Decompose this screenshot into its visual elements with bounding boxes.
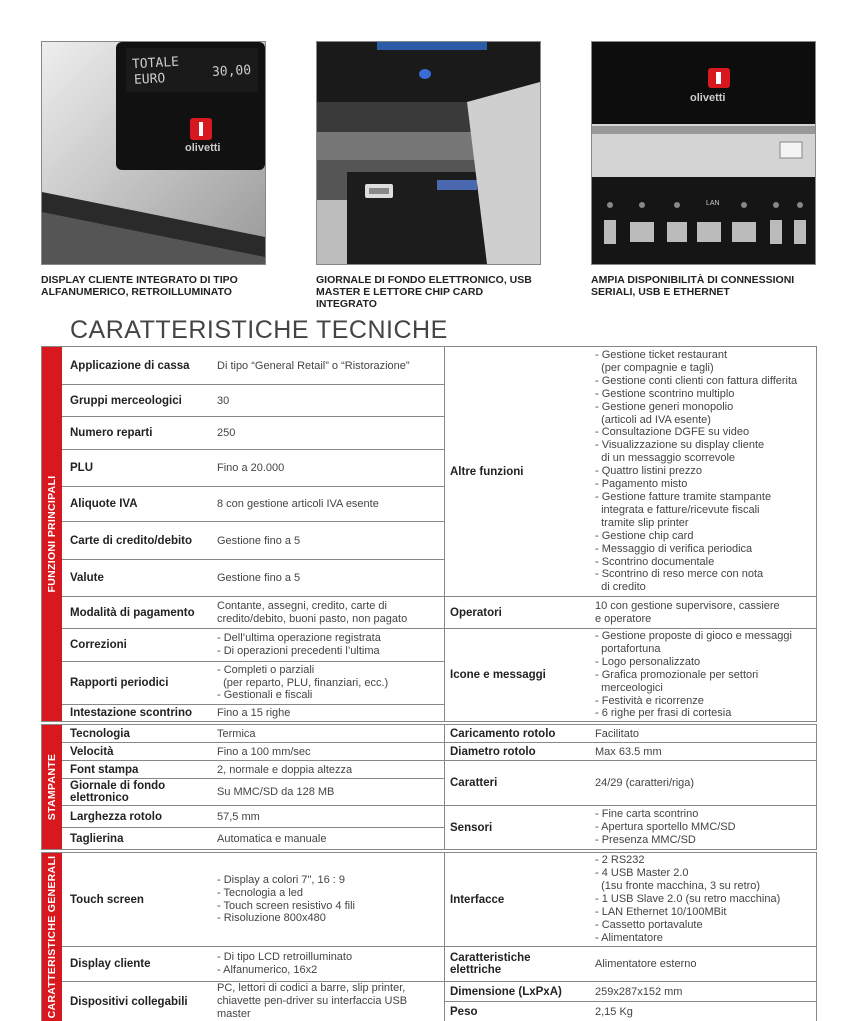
spec-label: Correzioni xyxy=(70,639,127,651)
section-label-bar xyxy=(42,347,62,721)
spec-label: Dimensione (LxPxA) xyxy=(450,985,562,998)
spec-row xyxy=(62,597,444,629)
spec-row xyxy=(62,725,444,743)
spec-row xyxy=(62,761,444,779)
caption-electronic-journal: GIORNALE DI FONDO ELETTRONICO, USB MASTER E LETTORE CHIP CARD INTEGRATO xyxy=(316,274,532,310)
spec-row xyxy=(62,743,444,761)
spec-value: - Gestione ticket restaurant (per compagnie e tagli) - Gestione conti clienti con fattura differita - Gestione scontrino multiplo - Gestione generi monopolio (articoli ad IVA esente) - Consultazione DGFE su video - Visualizzazione su display cliente di un messaggio scorrevole - Quattro listini prezzo - Pagamento misto - Gestione fatture tramite stampante integrata e fatture/ricevute fiscali tramite slip printer - Gestione chip card - Messaggio di verifica periodica - Scontrino documentale - Scontrino di reso merce con nota di credito xyxy=(595,349,798,594)
spec-row xyxy=(62,417,444,450)
spec-label: Modalità di pagamento xyxy=(70,606,195,619)
spec-value: Gestione fino a 5 xyxy=(217,534,301,547)
caption-connections: AMPIA DISPONIBILITÀ DI CONNESSIONI SERIALI, USB E ETHERNET xyxy=(591,274,795,298)
spec-label: Applicazione di cassa xyxy=(70,359,190,372)
spec-label: Icone e messaggi xyxy=(450,669,546,681)
spec-value: - Dell’ultima operazione registrata - Di operazioni precedenti l’ultima xyxy=(217,632,381,657)
section-label: CARATTERISTICHE GENERALI xyxy=(46,855,58,1019)
spec-row xyxy=(444,629,816,721)
spec-row xyxy=(62,853,444,947)
spec-value: Gestione fino a 5 xyxy=(217,572,301,584)
page-title: CARATTERISTICHE TECNICHE xyxy=(70,316,448,344)
spec-label: Tecnologia xyxy=(70,727,130,740)
spec-label: Velocità xyxy=(70,745,114,758)
journal-usb-illustration xyxy=(317,42,540,264)
photo-customer-display xyxy=(41,41,266,265)
spec-value: - Di tipo LCD retroilluminato - Alfanumerico, 16x2 xyxy=(217,951,353,976)
spec-row xyxy=(444,853,816,947)
spec-label: Giornale di fondo elettronico xyxy=(70,780,166,804)
connectors-illustration xyxy=(592,42,815,264)
spec-label: Sensori xyxy=(450,821,493,834)
photo-connections xyxy=(591,41,816,265)
spec-label: Gruppi merceologici xyxy=(70,394,182,407)
spec-value: Su MMC/SD da 128 MB xyxy=(217,786,335,798)
display-amount: 30,00 xyxy=(211,62,252,81)
spec-label: Display cliente xyxy=(70,958,151,970)
brand-logo-2: olivetti xyxy=(690,92,726,104)
spec-value: Contante, assegni, credito, carte di credito/debito, buoni pasto, non pagato xyxy=(217,599,408,625)
spec-value: - Fine carta scontrino - Apertura sportello MMC/SD - Presenza MMC/SD xyxy=(595,808,736,846)
spec-label: Touch screen xyxy=(70,893,144,906)
spec-value: Di tipo “General Retail” o “Ristorazione” xyxy=(217,359,410,372)
spec-row xyxy=(62,487,444,522)
spec-row xyxy=(62,705,444,721)
section-label: STAMPANTE xyxy=(46,753,58,821)
spec-label: Aliquote IVA xyxy=(70,498,138,510)
spec-label: Intestazione scontrino xyxy=(70,707,193,719)
spec-row xyxy=(62,828,444,849)
section-caratteristiche-generali xyxy=(41,852,817,1021)
caption-customer-display: DISPLAY CLIENTE INTEGRATO DI TIPO ALFANUMERICO, RETROILLUMINATO xyxy=(41,274,238,298)
spec-label: Carte di credito/debito xyxy=(70,534,193,547)
display-line1: TOTALE xyxy=(131,54,180,73)
spec-value: - Completi o parziali (per reparto, PLU, finanziari, ecc.) - Gestionali e fiscali xyxy=(217,663,389,702)
spec-row xyxy=(62,522,444,560)
section-label-bar xyxy=(42,725,62,849)
spec-label: Taglierina xyxy=(70,832,124,845)
spec-label: Numero reparti xyxy=(70,427,153,439)
spec-row xyxy=(62,629,444,662)
spec-value: 250 xyxy=(217,427,236,439)
spec-value: 259x287x152 mm xyxy=(595,985,683,998)
spec-label: Font stampa xyxy=(70,763,139,776)
spec-value: 30 xyxy=(217,394,230,407)
spec-row xyxy=(444,597,816,629)
spec-label: Interfacce xyxy=(450,893,505,906)
spec-label: Caricamento rotolo xyxy=(450,727,556,740)
spec-value: Fino a 15 righe xyxy=(217,707,291,719)
section-label-bar xyxy=(42,853,62,1021)
spec-value: 10 con gestione supervisore, cassiere e operatore xyxy=(595,599,780,625)
spec-row xyxy=(62,385,444,417)
section-label: FUNZIONI PRINCIPALI xyxy=(46,475,58,593)
spec-value: - Gestione proposte di gioco e messaggi portafortuna - Logo personalizzato - Grafica promozionale per settori merceologici - Festività e ricorrenze - 6 righe per frasi di cortesia xyxy=(595,630,792,720)
spec-value: Facilitato xyxy=(595,727,640,740)
brand-logo: olivetti xyxy=(185,142,221,154)
spec-value: Fino a 100 mm/sec xyxy=(217,745,311,758)
spec-row xyxy=(444,806,816,849)
spec-row xyxy=(62,779,444,806)
spec-value: Fino a 20.000 xyxy=(217,462,285,474)
section-stampante xyxy=(41,724,817,850)
spec-value: - Display a colori 7", 16 : 9 - Tecnologia a led - Touch screen resistivo 4 fili - Risoluzione 800x480 xyxy=(217,873,355,925)
spec-row xyxy=(444,725,816,743)
spec-row xyxy=(62,947,444,982)
spec-value: Alimentatore esterno xyxy=(595,958,697,970)
spec-value: 57,5 mm xyxy=(217,810,260,823)
spec-row xyxy=(62,662,444,705)
spec-row xyxy=(444,1002,816,1021)
spec-row xyxy=(444,761,816,806)
spec-label: PLU xyxy=(70,462,93,474)
spec-row xyxy=(444,982,816,1002)
display-line2: EURO xyxy=(133,71,166,88)
spec-row xyxy=(444,347,816,597)
spec-label: Larghezza rotolo xyxy=(70,810,163,823)
spec-value: - 2 RS232 - 4 USB Master 2.0 (1su fronte macchina, 3 su retro) - 1 USB Slave 2.0 (su retro macchina) - LAN Ethernet 10/100MBit - Cassetto portavalute - Alimentatore xyxy=(595,854,781,944)
spec-label: Operatori xyxy=(450,606,502,619)
spec-row xyxy=(62,347,444,385)
spec-row xyxy=(62,806,444,828)
spec-value: 24/29 (caratteri/riga) xyxy=(595,777,695,789)
spec-value: 2, normale e doppia altezza xyxy=(217,763,353,776)
spec-row xyxy=(444,743,816,761)
spec-label: Rapporti periodici xyxy=(70,677,169,689)
spec-value: Automatica e manuale xyxy=(217,832,327,845)
spec-label: Peso xyxy=(450,1005,478,1018)
spec-value: 8 con gestione articoli IVA esente xyxy=(217,498,379,510)
spec-row xyxy=(444,947,816,982)
spec-value: Max 63.5 mm xyxy=(595,745,662,758)
spec-label: Dispositivi collegabili xyxy=(70,995,188,1008)
spec-label: Diametro rotolo xyxy=(450,745,536,758)
spec-row xyxy=(62,450,444,487)
spec-value: Termica xyxy=(217,727,256,740)
section-funzioni-principali xyxy=(41,346,817,722)
spec-value: 2,15 Kg xyxy=(595,1005,633,1018)
spec-label: Caratteri xyxy=(450,777,498,789)
lan-port-label: LAN xyxy=(706,200,720,207)
spec-row xyxy=(62,560,444,597)
photo-electronic-journal xyxy=(316,41,541,265)
spec-value: PC, lettori di codici a barre, slip printer, chiavette pen-driver su interfaccia USB master xyxy=(217,982,408,1020)
spec-label: Valute xyxy=(70,572,104,584)
spec-label: Caratteristiche elettriche xyxy=(450,952,531,976)
spec-label: Altre funzioni xyxy=(450,465,524,478)
spec-row xyxy=(62,982,444,1021)
